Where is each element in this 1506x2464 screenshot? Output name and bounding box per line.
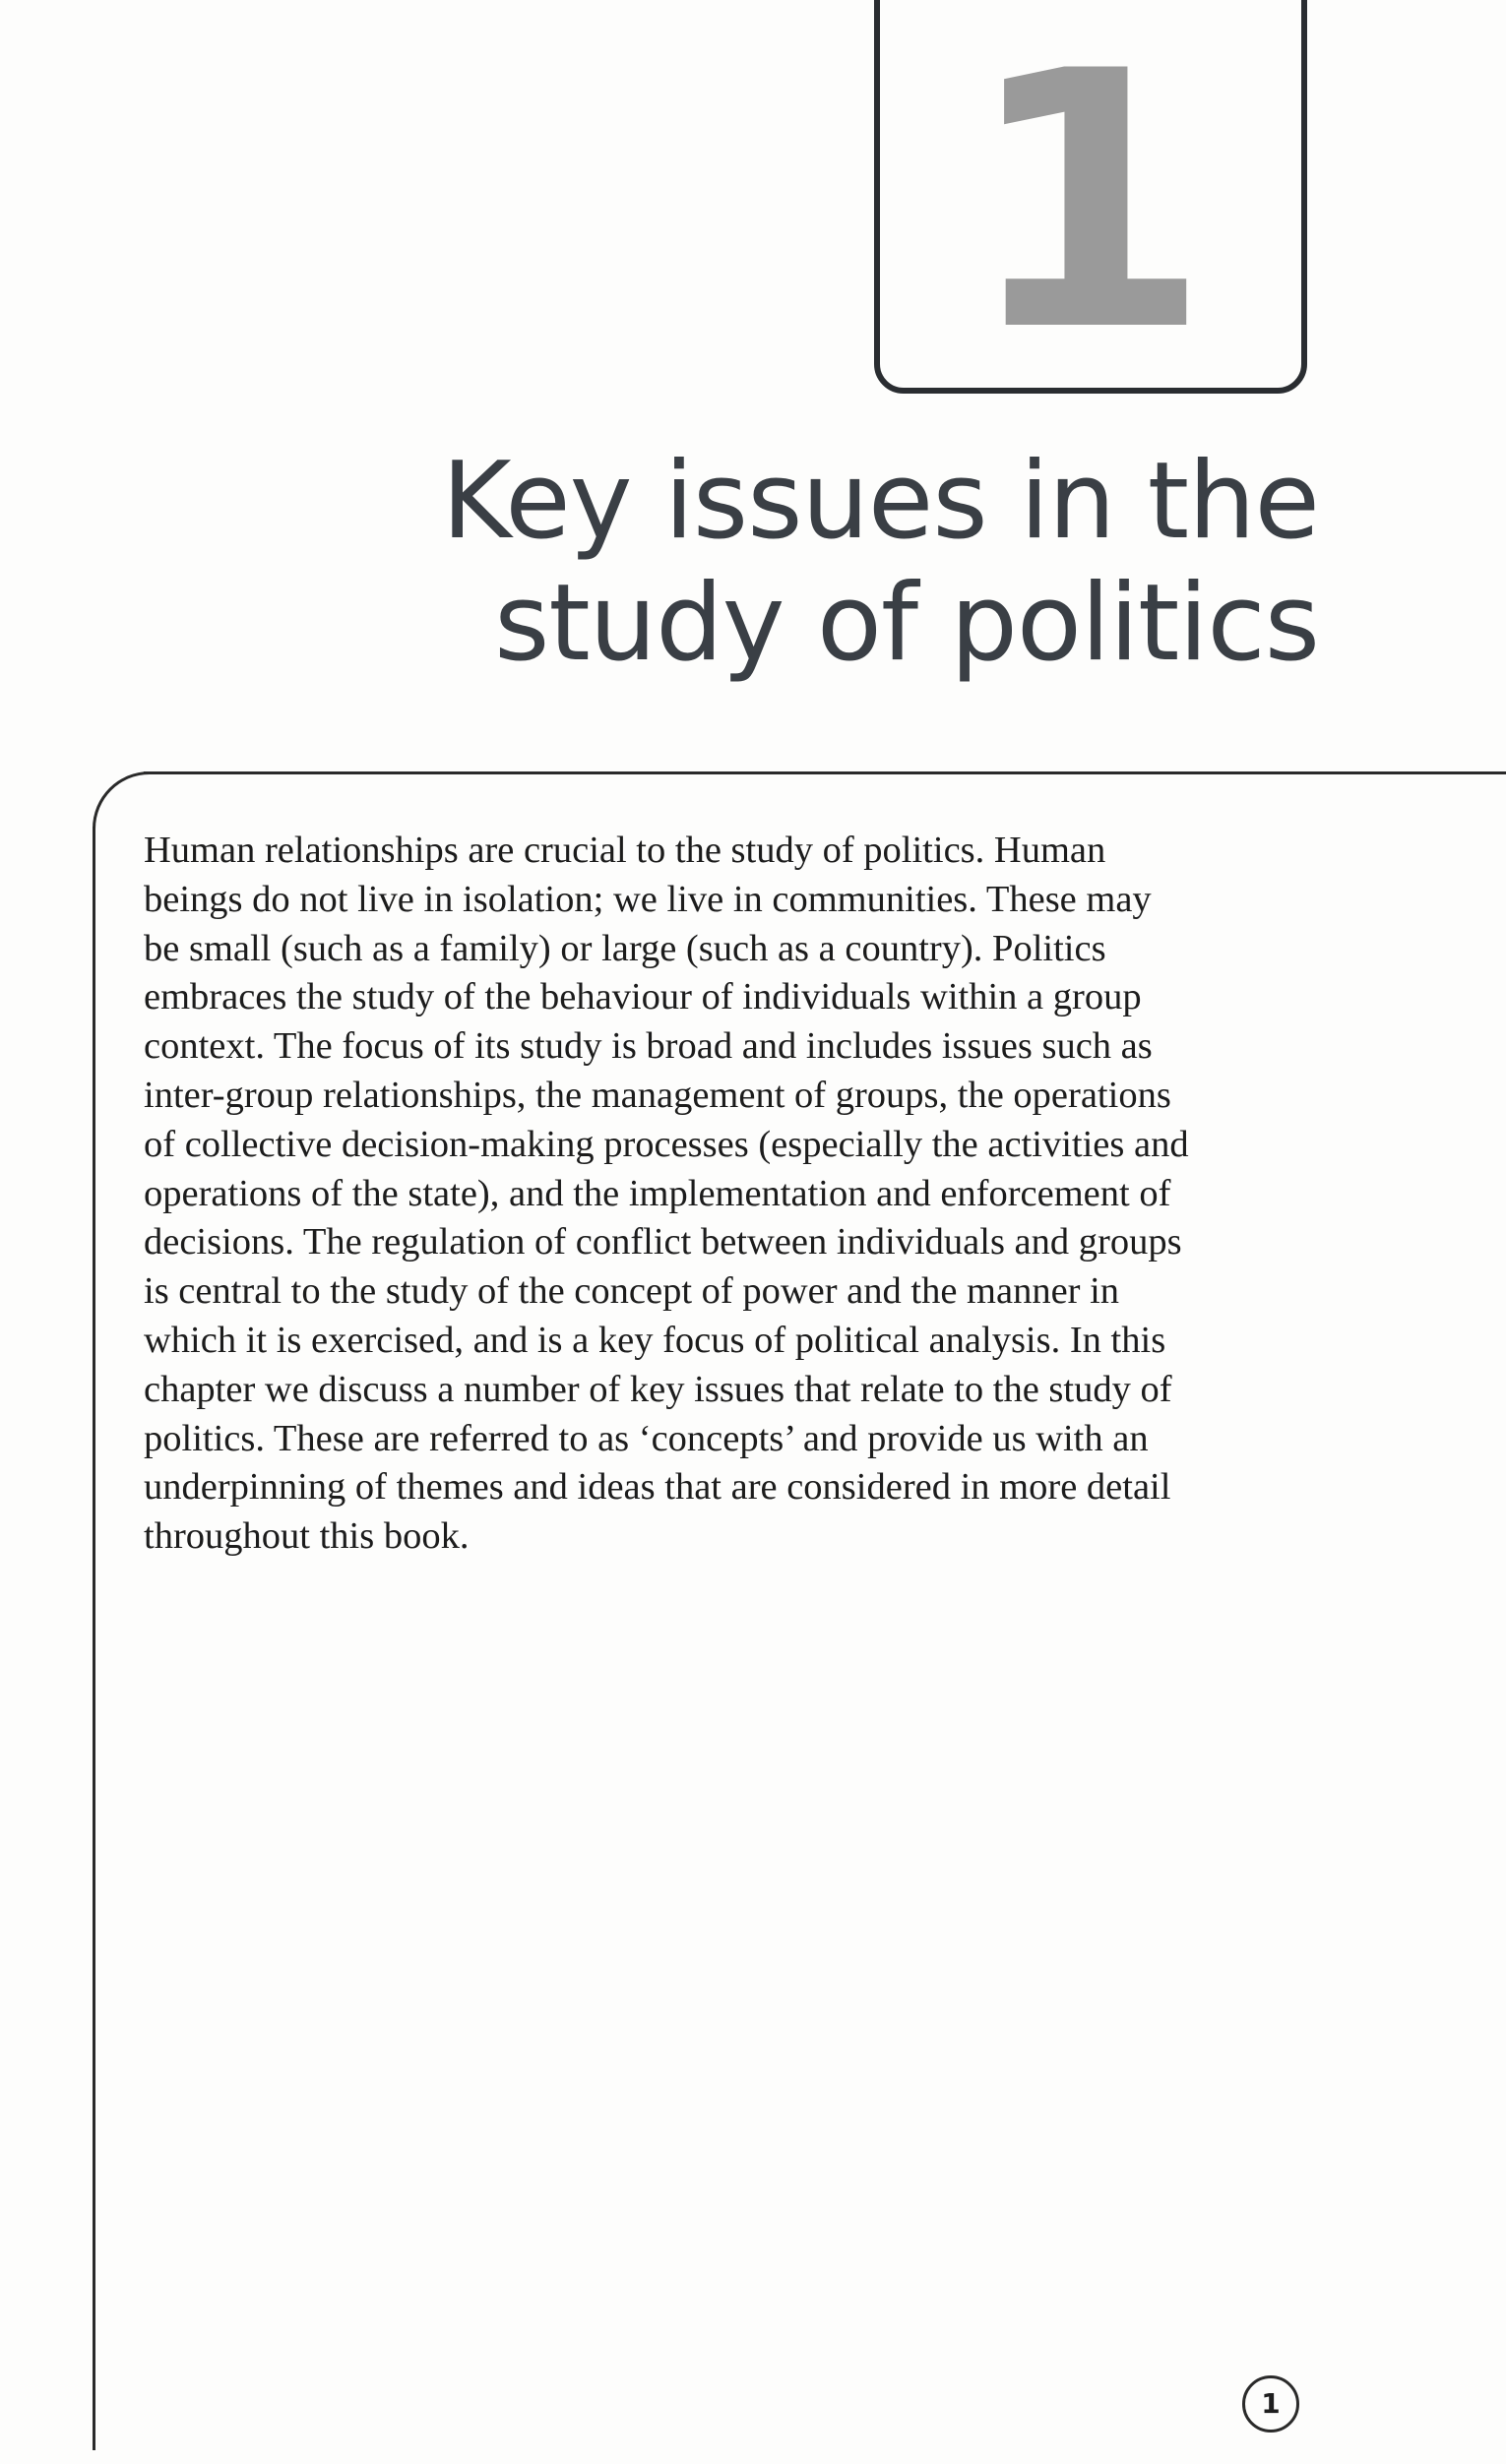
text-line: operations of the state), and the implementation and enforcement of: [144, 1172, 1171, 1214]
chapter-number: 1: [964, 0, 1211, 394]
text-line: embraces the study of the behaviour of individuals within a group: [144, 976, 1142, 1018]
text-line: be small (such as a family) or large (such as a country). Politics: [144, 927, 1106, 969]
text-line: context. The focus of its study is broad and includes issues such as: [144, 1025, 1153, 1068]
chapter-title-line-1: Key issues in the: [441, 440, 1319, 563]
text-line: beings do not live in isolation; we live in communities. These may: [144, 878, 1152, 920]
chapter-title-line-2: study of politics: [494, 562, 1319, 685]
frame-top-rule: [144, 771, 1506, 774]
text-line: politics. These are referred to as ‘concepts’ and provide us with an: [144, 1417, 1149, 1459]
text-line: inter-group relationships, the management of groups, the operations: [144, 1074, 1171, 1116]
text-line: decisions. The regulation of conflict between individuals and groups: [144, 1221, 1182, 1263]
text-line: Human relationships are crucial to the study of politics. Human: [144, 830, 1106, 871]
chapter-title: [335, 441, 1319, 685]
page-number: 1: [1242, 2375, 1299, 2433]
text-line: of collective decision-making processes (especially the activities and: [144, 1123, 1189, 1165]
text-line: is central to the study of the concept of power and the manner in: [144, 1270, 1120, 1313]
text-line: which it is exercised, and is a key focus of political analysis. In this: [144, 1319, 1166, 1361]
text-line: throughout this book.: [144, 1515, 470, 1558]
text-line: underpinning of themes and ideas that are considered in more detail: [144, 1466, 1171, 1509]
frame-left-rule: [93, 827, 95, 2450]
text-line: chapter we discuss a number of key issues that relate to the study of: [144, 1368, 1172, 1410]
chapter-number-box: [874, 0, 1307, 394]
frame-corner: [93, 771, 152, 831]
intro-paragraph: [144, 827, 1325, 1562]
